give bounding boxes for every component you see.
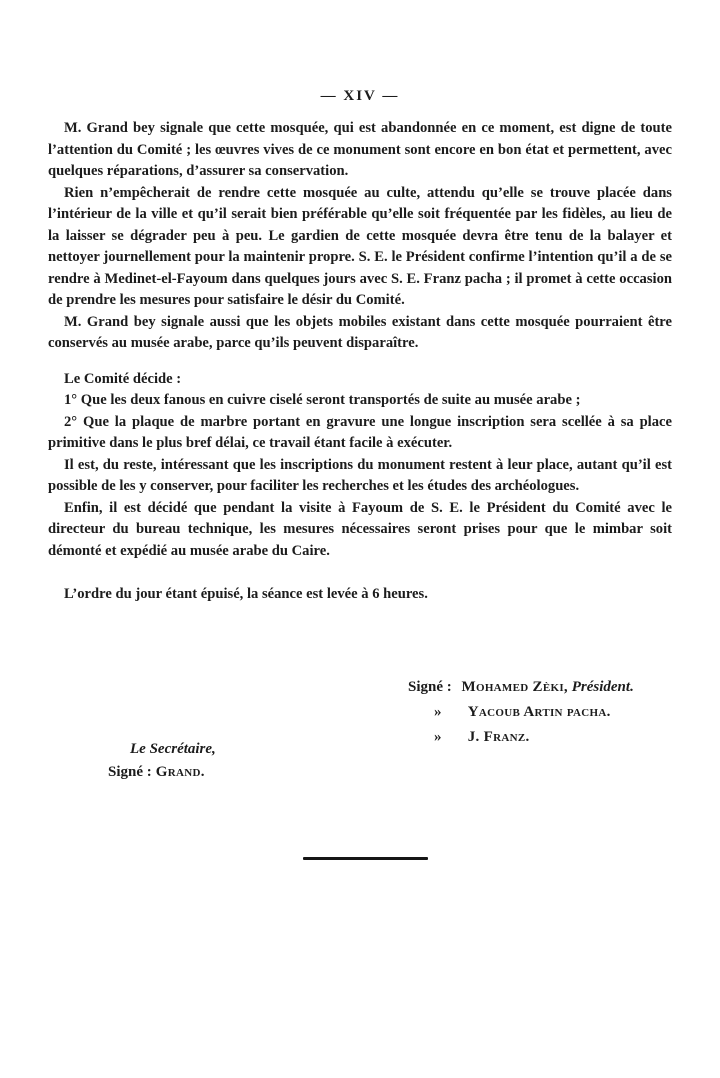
secretary-name: Grand. [155, 764, 205, 780]
paragraph-grand-bey-mosquee: M. Grand bey signale que cette mosquée, qui est abandonnée en ce moment, est digne de toute l’attention du Comité ; les œuvres vives de ce monument sont encore en bon état et permettent, avec quelques réparations, d’assurer sa conservation. [48, 120, 672, 179]
signed-label: Signé : [408, 679, 452, 695]
decision-item-1: 1° Que les deux fanous en cuivre ciselé seront transportés de suite au musée arabe ; [64, 392, 581, 408]
president-name: Mohamed Zèki, [461, 679, 568, 695]
secretary-signed-line [108, 761, 216, 784]
paragraph-inscriptions: Il est, du reste, intéressant que les inscriptions du monument restent à leur place, autant qu’il est possible de les y conserver, pour faciliter les recherches et les études des archéologues. [48, 456, 672, 494]
signature-row-president [408, 675, 634, 700]
page-number: — XIV — [320, 88, 400, 104]
signature-row-member [408, 725, 634, 750]
ditto-mark: » [434, 729, 442, 745]
decision-item-2: 2° Que la plaque de marbre portant en gravure une longue inscription sera scellée à sa place primitive dans le plus bref délai, ce travail étant facile à exécuter. [48, 413, 672, 451]
paragraph-rendre-au-culte: Rien n’empêcherait de rendre cette mosquée au culte, attendu qu’elle se trouve placée dans l’intérieur de la ville et qu’il serait bien préférable qu’elle soit fréquentée par les fidèles, au lieu de la laisser se dégrader peu à peu. Le gardien de cette mosquée devra être tenu de la balayer et nettoyer journellement pour la maintenir propre. S. E. le Président confirme l’intention qu’il a de se rendre à Medinet-el-Fayoum dans quelques jours avec S. E. Franz pacha ; il promet à cette occasion de prendre les mesures pour satisfaire le désir du Comité. [48, 184, 672, 308]
paragraph-visite-fayoum: Enfin, il est décidé que pendant la visite à Fayoum de S. E. le Président du Comité avec le directeur du bureau technique, les mesures nécessaires seront prises pour que le mimbar soit démonté et expédié au musée arabe du Caire. [48, 499, 672, 559]
end-divider [303, 857, 428, 860]
secretary-block [108, 738, 216, 784]
adjournment-line: L’ordre du jour étant épuisé, la séance est levée à 6 heures. [64, 586, 428, 602]
paragraph-objets-mobiles: M. Grand bey signale aussi que les objets mobiles existant dans cette mosquée pourraient être conservés au musée arabe, parce qu’ils peuvent disparaître. [48, 313, 672, 351]
president-title: Président. [571, 679, 634, 695]
signature-row-member [408, 700, 634, 725]
signature-block [408, 675, 634, 750]
member-name-franz: J. Franz. [467, 729, 530, 745]
ditto-mark: » [434, 704, 442, 720]
signed-label: Signé : [108, 764, 152, 780]
document-body [48, 118, 672, 606]
decision-intro: Le Comité décide : [64, 370, 182, 387]
secretary-role: Le Secrétaire, [130, 741, 216, 757]
member-name-yacoub-artin: Yacoub Artin pacha. [467, 704, 611, 720]
